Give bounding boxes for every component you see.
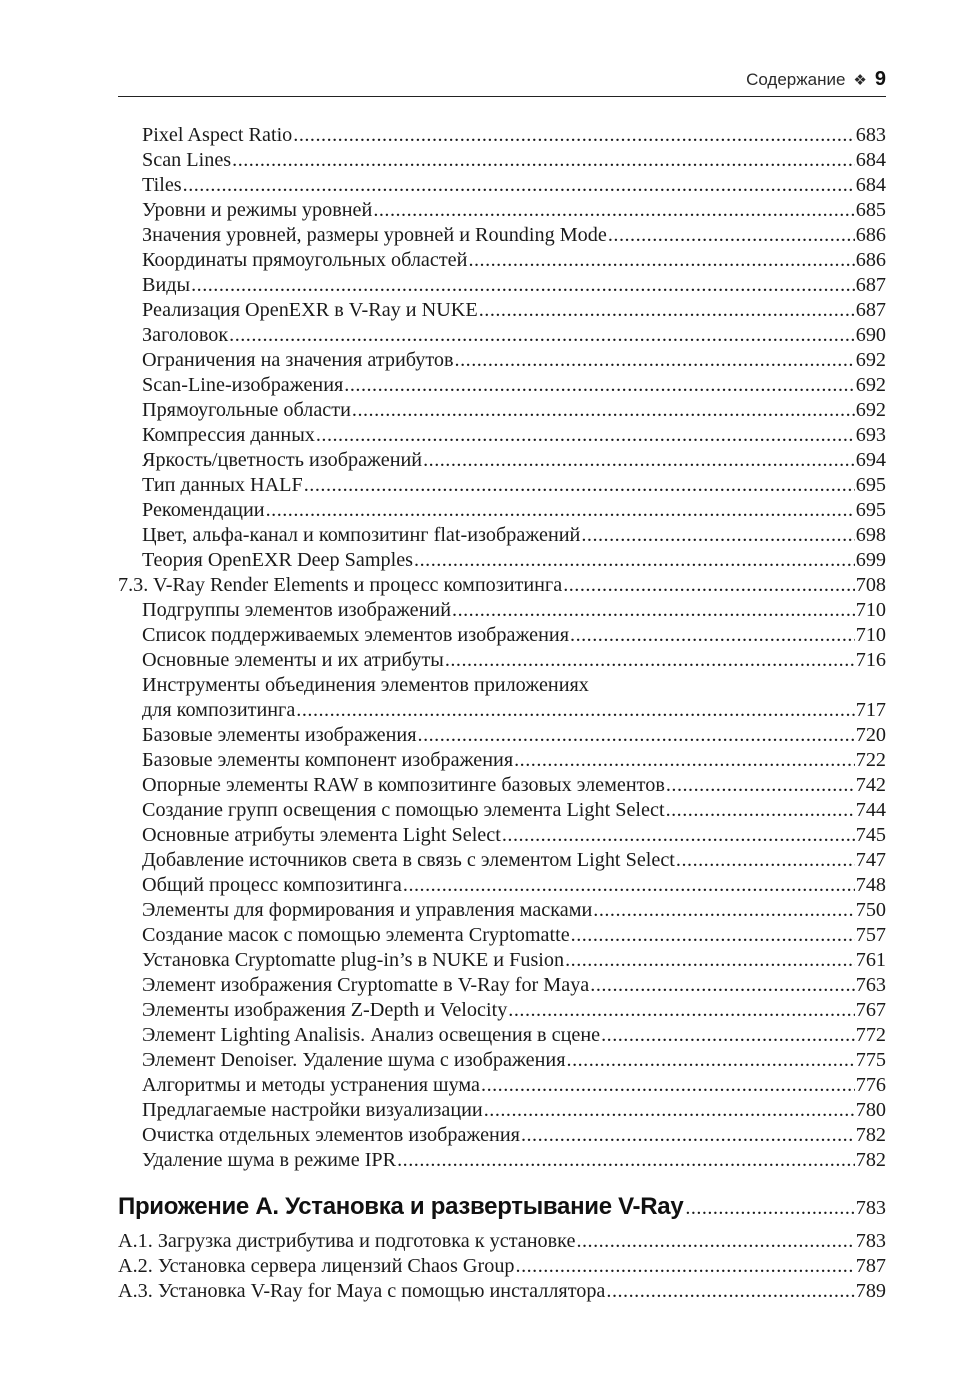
toc-entry[interactable] [118, 748, 886, 773]
appendix-title: Приожение А. Установка и развертывание V-Ray [118, 1193, 684, 1220]
toc-entry-page: 747 [855, 849, 886, 871]
running-header [118, 64, 886, 97]
toc-entry[interactable] [118, 373, 886, 398]
toc-entry-page: 780 [855, 1099, 886, 1121]
toc-entry[interactable] [118, 323, 886, 348]
toc-entry-title: Элементы для формирования и управления масками [142, 899, 593, 921]
toc-entry-page: 686 [855, 249, 886, 271]
toc-entry-title: Основные атрибуты элемента Light Select [142, 824, 501, 846]
toc-entry-page: 687 [855, 299, 886, 321]
toc-entry-page: 686 [855, 224, 886, 246]
toc-entry[interactable] [118, 598, 886, 623]
toc-entry-title: Тип данных HALF [142, 474, 303, 496]
toc-entry-title: Добавление источников света в связь с элементом Light Select [142, 849, 675, 871]
toc-entry-title: Установка Cryptomatte plug-in’s в NUKE и Fusion [142, 949, 565, 971]
dot-leader [232, 148, 855, 173]
toc-entry-page: 744 [855, 799, 886, 821]
toc-entry-title: Прямоугольные области [142, 399, 351, 421]
dot-leader [508, 998, 854, 1023]
toc-entry-page: 720 [855, 724, 886, 746]
toc-entry[interactable] [118, 773, 886, 798]
toc-entry[interactable] [118, 198, 886, 223]
toc-entry[interactable] [118, 573, 886, 598]
toc-entry-title: Подгруппы элементов изображений [142, 599, 452, 621]
appendix-page: 783 [855, 1197, 886, 1219]
toc-entry-title: Базовые элементы изображения [142, 724, 417, 746]
toc-entry-page: 787 [855, 1255, 886, 1277]
toc-entry[interactable] [118, 698, 886, 723]
dot-leader [521, 1123, 855, 1148]
toc-entry-page: 775 [855, 1049, 886, 1071]
toc-entry[interactable] [118, 723, 886, 748]
dot-leader [183, 173, 855, 198]
dot-leader [452, 598, 855, 623]
toc-entry-title: Теория OpenEXR Deep Samples [142, 549, 414, 571]
table-of-contents [118, 123, 886, 1173]
dot-leader [576, 1229, 854, 1254]
toc-entry-page: 695 [855, 499, 886, 521]
toc-entry-title: Элемент Denoiser. Удаление шума с изображения [142, 1049, 566, 1071]
toc-entry-page: 684 [855, 149, 886, 171]
toc-entry-title: А.1. Загрузка дистрибутива и подготовка к установке [118, 1230, 576, 1252]
toc-entry[interactable] [118, 923, 886, 948]
toc-entry-page: 708 [855, 574, 886, 596]
toc-entry-title: 7.3. V-Ray Render Elements и процесс композитинга [118, 574, 563, 596]
toc-entry-page: 767 [855, 999, 886, 1021]
toc-entry-page: 685 [855, 199, 886, 221]
toc-entry[interactable] [118, 1073, 886, 1098]
dot-leader [373, 198, 854, 223]
ornament-icon: ❖ [853, 72, 867, 89]
toc-entry[interactable] [118, 398, 886, 423]
toc-entry[interactable] [118, 298, 886, 323]
toc-entry-page: 687 [855, 274, 886, 296]
toc-entry[interactable] [118, 548, 886, 573]
dot-leader [266, 498, 855, 523]
toc-entry[interactable] [118, 523, 886, 548]
toc-entry-page: 710 [855, 599, 886, 621]
toc-entry-title: Яркость/цветность изображений [142, 449, 423, 471]
dot-leader [570, 623, 855, 648]
dot-leader [502, 823, 855, 848]
toc-entry-title: Базовые элементы компонент изображения [142, 749, 514, 771]
dot-leader [516, 1254, 855, 1279]
toc-entry-title: Scan Lines [142, 149, 232, 171]
dot-leader [685, 1197, 853, 1220]
toc-entry-title: Алгоритмы и методы устранения шума [142, 1074, 481, 1096]
dot-leader [344, 373, 854, 398]
toc-entry-title: А.2. Установка сервера лицензий Chaos Group [118, 1255, 515, 1277]
toc-entry-page: 698 [855, 524, 886, 546]
dot-leader [567, 1048, 855, 1073]
dot-leader [571, 923, 855, 948]
toc-entry-title: Очистка отдельных элементов изображения [142, 1124, 520, 1146]
dot-leader [403, 873, 855, 898]
dot-leader [397, 1148, 855, 1173]
header-right [746, 68, 886, 91]
dot-leader [601, 1023, 855, 1048]
toc-entry[interactable] [118, 873, 886, 898]
dot-leader [593, 898, 854, 923]
toc-entry-page: 783 [855, 1230, 886, 1252]
toc-entry-title: Элемент Lighting Analisis. Анализ освещения в сцене [142, 1024, 601, 1046]
toc-entry-page: 699 [855, 549, 886, 571]
dot-leader [479, 298, 855, 323]
toc-entry-title: Список поддерживаемых элементов изображения [142, 624, 570, 646]
toc-entry[interactable] [118, 623, 886, 648]
dot-leader [414, 548, 855, 573]
toc-entry-title: Создание масок с помощью элемента Cryptomatte [142, 924, 570, 946]
toc-entry-title: Pixel Aspect Ratio [142, 124, 293, 146]
dot-leader [484, 1098, 855, 1123]
toc-entry-title: Цвет, альфа-канал и композитинг flat-изображений [142, 524, 581, 546]
dot-leader [304, 473, 855, 498]
toc-entry-title: Scan-Line-изображения [142, 374, 344, 396]
toc-entry-page: 776 [855, 1074, 886, 1096]
toc-entry-title: Создание групп освещения с помощью элемента Light Select [142, 799, 665, 821]
page-number: 9 [874, 68, 886, 90]
toc-entry-page: 761 [855, 949, 886, 971]
toc-entry-title: Рекомендации [142, 499, 265, 521]
toc-entry-title: Ограничения на значения атрибутов [142, 349, 454, 371]
appendix-list [118, 1229, 886, 1304]
toc-entry-page: 745 [855, 824, 886, 846]
toc-entry-title: Опорные элементы RAW в композитинге базовых элементов [142, 774, 665, 796]
toc-entry-title: Значения уровней, размеры уровней и Rounding Mode [142, 224, 607, 246]
toc-entry-title: Виды [142, 274, 191, 296]
toc-entry-title: Уровни и режимы уровней [142, 199, 373, 221]
toc-entry[interactable] [118, 248, 886, 273]
dot-leader [514, 748, 855, 773]
toc-entry-page: 750 [855, 899, 886, 921]
toc-entry-title: Элемент изображения Cryptomatte в V-Ray for Maya [142, 974, 590, 996]
toc-entry-title: Основные элементы и их атрибуты [142, 649, 444, 671]
dot-leader [445, 648, 855, 673]
toc-entry[interactable] [118, 1023, 886, 1048]
dot-leader [191, 273, 855, 298]
toc-entry[interactable] [118, 1254, 886, 1279]
dot-leader [590, 973, 854, 998]
toc-entry[interactable] [118, 173, 886, 198]
toc-entry[interactable] [118, 823, 886, 848]
toc-entry-page: 772 [855, 1024, 886, 1046]
toc-entry-page: 782 [855, 1149, 886, 1171]
toc-entry[interactable] [118, 148, 886, 173]
toc-entry-page: 694 [855, 449, 886, 471]
toc-entry-page: 692 [855, 374, 886, 396]
toc-entry[interactable] [118, 223, 886, 248]
toc-entry-page: 692 [855, 349, 886, 371]
toc-entry[interactable] [118, 273, 886, 298]
toc-entry[interactable] [118, 423, 886, 448]
appendix-heading[interactable] [118, 1193, 886, 1225]
toc-entry[interactable] [118, 1279, 886, 1304]
toc-entry[interactable] [118, 898, 886, 923]
dot-leader [293, 123, 854, 148]
toc-entry-page: 748 [855, 874, 886, 896]
toc-entry-page: 683 [855, 124, 886, 146]
toc-entry[interactable] [118, 798, 886, 823]
dot-leader [606, 1279, 854, 1304]
toc-entry-title: Предлагаемые настройки визуализации [142, 1099, 483, 1121]
toc-entry-title: Общий процесс композитинга [142, 874, 402, 896]
toc-entry-title: для композитинга [142, 699, 296, 721]
dot-leader [581, 523, 854, 548]
toc-entry-page: 695 [855, 474, 886, 496]
toc-entry-page: 717 [855, 699, 886, 721]
toc-entry-page: 684 [855, 174, 886, 196]
toc-entry[interactable] [118, 498, 886, 523]
dot-leader [676, 848, 855, 873]
toc-entry-title: Заголовок [142, 324, 229, 346]
toc-entry[interactable] [118, 448, 886, 473]
toc-entry-page: 789 [855, 1280, 886, 1302]
toc-entry[interactable] [118, 473, 886, 498]
toc-entry[interactable] [118, 1148, 886, 1173]
dot-leader [352, 398, 855, 423]
dot-leader [423, 448, 855, 473]
dot-leader [316, 423, 855, 448]
toc-entry[interactable] [118, 1229, 886, 1254]
toc-entry[interactable] [118, 648, 886, 673]
toc-entry[interactable] [118, 973, 886, 998]
toc-entry-title: Координаты прямоугольных областей [142, 249, 468, 271]
toc-entry-page: 693 [855, 424, 886, 446]
toc-entry-title: Элементы изображения Z-Depth и Velocity [142, 999, 508, 1021]
dot-leader [608, 223, 855, 248]
dot-leader [666, 798, 855, 823]
dot-leader [468, 248, 854, 273]
dot-leader [666, 773, 855, 798]
toc-entry-page: 763 [855, 974, 886, 996]
toc-entry-title: Компрессия данных [142, 424, 315, 446]
toc-entry[interactable] [118, 348, 886, 373]
dot-leader [455, 348, 855, 373]
toc-entry[interactable] [118, 948, 886, 973]
toc-entry-title: Реализация OpenEXR в V-Ray и NUKE [142, 299, 478, 321]
toc-entry[interactable] [118, 848, 886, 873]
toc-entry-title: Удаление шума в режиме IPR [142, 1149, 397, 1171]
dot-leader [481, 1073, 855, 1098]
toc-entry[interactable] [118, 673, 886, 698]
toc-entry[interactable] [118, 1048, 886, 1073]
toc-entry[interactable] [118, 998, 886, 1023]
toc-entry-page: 722 [855, 749, 886, 771]
toc-entry-title: Инструменты объединения элементов приложениях [142, 674, 589, 696]
toc-entry[interactable] [118, 1098, 886, 1123]
toc-entry-title: Tiles [142, 174, 182, 196]
dot-leader [229, 323, 855, 348]
header-title: Содержание [746, 70, 846, 89]
dot-leader [565, 948, 855, 973]
toc-entry[interactable] [118, 1123, 886, 1148]
dot-leader [418, 723, 855, 748]
toc-entry-page: 690 [855, 324, 886, 346]
toc-entry-page: 716 [855, 649, 886, 671]
toc-entry-title: А.3. Установка V-Ray for Maya с помощью инсталлятора [118, 1280, 606, 1302]
toc-entry-page: 757 [855, 924, 886, 946]
dot-leader [296, 698, 854, 723]
toc-entry-page: 742 [855, 774, 886, 796]
toc-entry[interactable] [118, 123, 886, 148]
toc-entry-page: 692 [855, 399, 886, 421]
toc-entry-page: 782 [855, 1124, 886, 1146]
toc-entry-page: 710 [855, 624, 886, 646]
dot-leader [563, 573, 855, 598]
